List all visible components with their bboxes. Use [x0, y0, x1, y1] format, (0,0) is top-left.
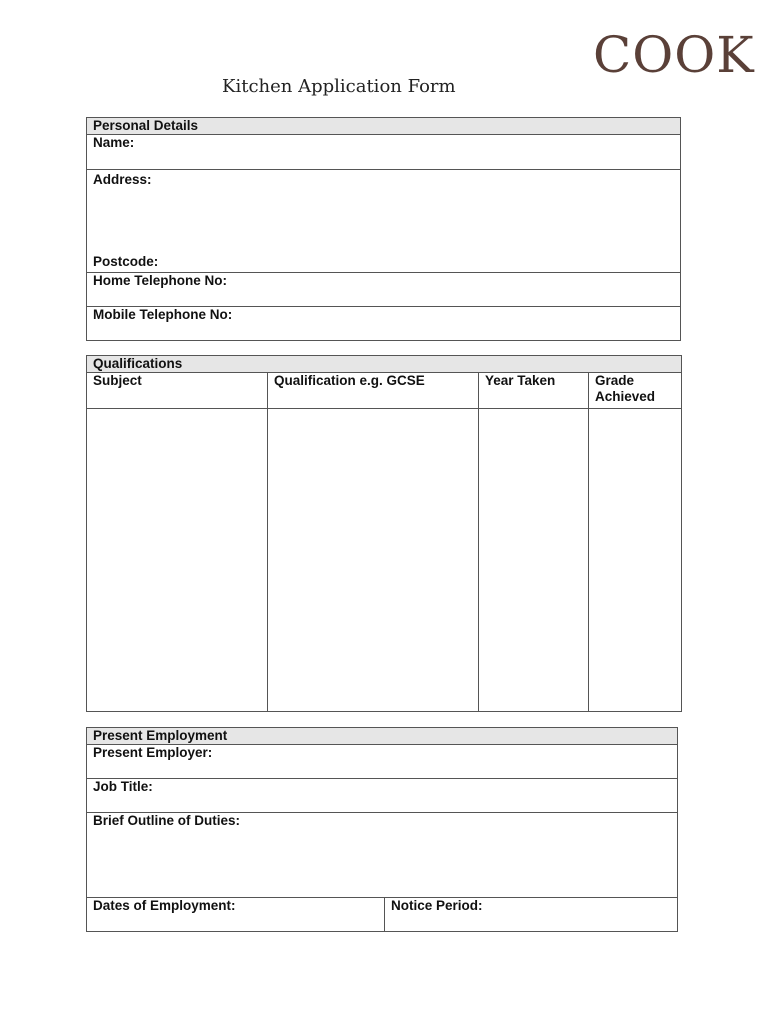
duties-label: Brief Outline of Duties:	[93, 813, 241, 828]
year-taken-entry-cell[interactable]	[479, 409, 589, 712]
home-telephone-field[interactable]	[87, 273, 681, 307]
personal-details-section	[86, 117, 681, 341]
column-header-subject: Subject	[87, 373, 268, 409]
column-header-qualification: Qualification e.g. GCSE	[268, 373, 479, 409]
job-title-field[interactable]	[87, 779, 678, 813]
dates-of-employment-label: Dates of Employment:	[93, 898, 236, 913]
address-label: Address:	[93, 172, 152, 187]
qualification-entry-cell[interactable]	[268, 409, 479, 712]
address-field[interactable]	[87, 170, 681, 273]
grade-achieved-entry-cell[interactable]	[589, 409, 682, 712]
column-header-grade-achieved: Grade Achieved	[589, 373, 682, 409]
column-header-year-taken: Year Taken	[479, 373, 589, 409]
duties-field[interactable]	[87, 813, 678, 898]
subject-entry-cell[interactable]	[87, 409, 268, 712]
home-telephone-label: Home Telephone No:	[93, 273, 228, 288]
page-title: Kitchen Application Form	[222, 76, 456, 97]
postcode-label: Postcode:	[93, 254, 159, 269]
personal-details-header: Personal Details	[87, 118, 681, 135]
present-employment-header: Present Employment	[87, 728, 678, 745]
cook-logo: COOK	[593, 26, 755, 84]
present-employment-section	[86, 727, 678, 932]
name-label: Name:	[93, 135, 135, 150]
qualifications-header: Qualifications	[87, 356, 682, 373]
job-title-label: Job Title:	[93, 779, 153, 794]
mobile-telephone-field[interactable]	[87, 307, 681, 341]
present-employer-field[interactable]	[87, 745, 678, 779]
present-employer-label: Present Employer:	[93, 745, 213, 760]
mobile-telephone-label: Mobile Telephone No:	[93, 307, 233, 322]
notice-period-label: Notice Period:	[391, 898, 483, 913]
dates-of-employment-field[interactable]	[87, 898, 385, 932]
notice-period-field[interactable]	[385, 898, 678, 932]
name-field[interactable]	[87, 135, 681, 170]
qualifications-section	[86, 355, 682, 712]
